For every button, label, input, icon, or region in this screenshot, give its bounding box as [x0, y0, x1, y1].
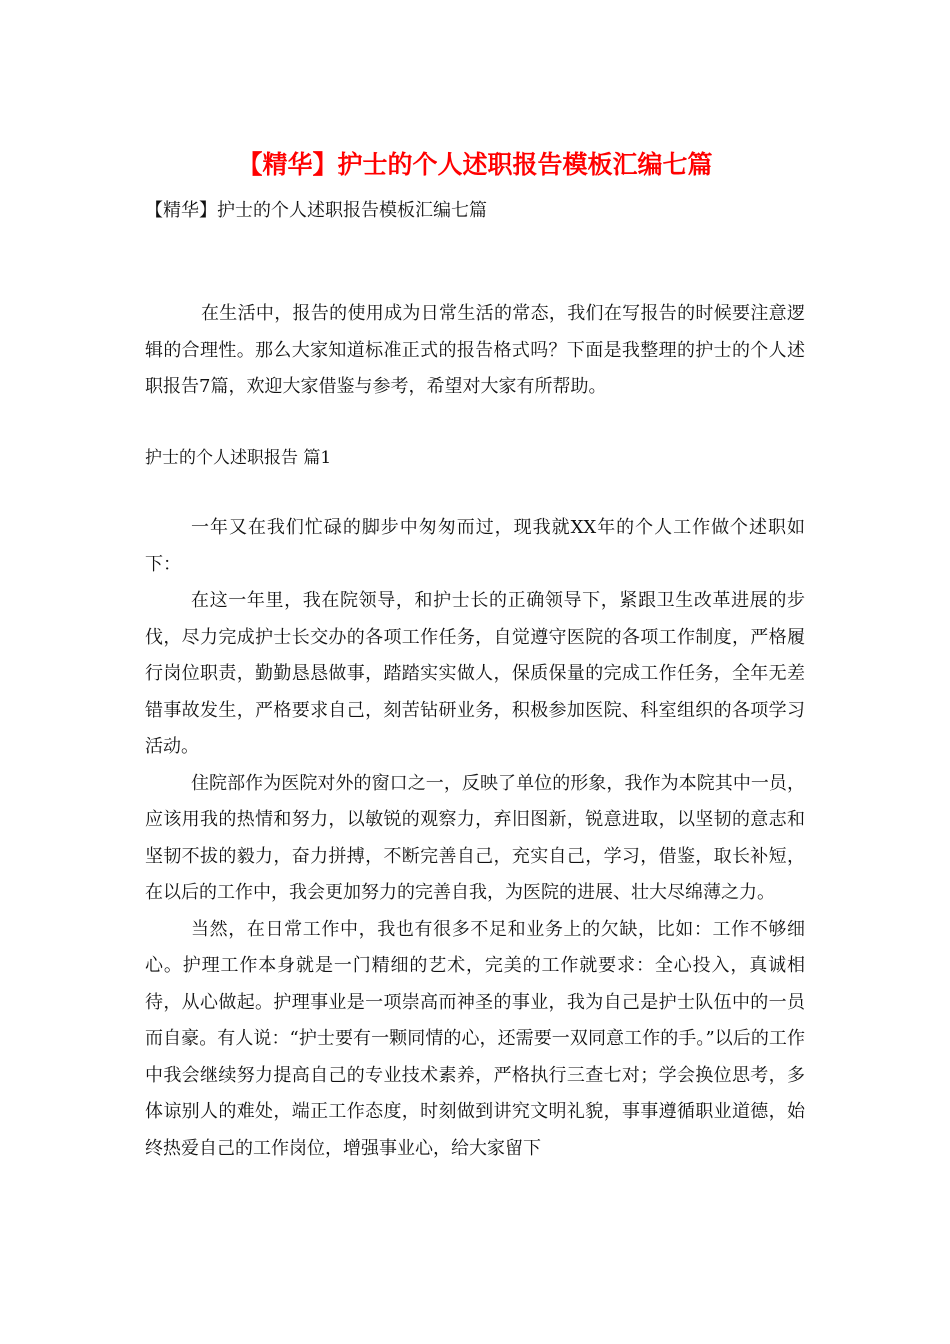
section-heading: 护士的个人述职报告 篇1	[145, 448, 332, 468]
body-paragraph: 在这一年里，我在院领导，和护士长的正确领导下，紧跟卫生改革进展的步伐，尽力完成护士长交办的各项工作任务，自觉遵守医院的各项工作制度，严格履行岗位职责，勤勤恳恳做事，踏踏实实做人，保质保量的完成工作任务，全年无差错事故发生，严格要求自己，刻苦钻研业务，积极参加医院、科室组织的各项学习活动。	[145, 590, 805, 757]
body-paragraph: 一年又在我们忙碌的脚步中匆匆而过，现我就XX年的个人工作做个述职如下：	[145, 517, 805, 575]
report-body	[145, 510, 805, 1167]
body-paragraph: 当然，在日常工作中，我也有很多不足和业务上的欠缺，比如：工作不够细心。护理工作本身就是一门精细的艺术，完美的工作就要求：全心投入，真诚相待，从心做起。护理事业是一项崇高而神圣的事业，我为自己是护士队伍中的一员而自豪。有人说：“护士要有一颗同情的心，还需要一双同意工作的手。”以后的工作中我会继续努力提高自己的专业技术素养，严格执行三查七对；学会换位思考，多体谅别人的难处，端正工作态度，时刻做到讲究文明礼貌，事事遵循职业道德，始终热爱自己的工作岗位，增强事业心，给大家留下	[145, 918, 805, 1159]
intro-paragraph: 在生活中，报告的使用成为日常生活的常态，我们在写报告的时候要注意逻辑的合理性。那么大家知道标准正式的报告格式吗？下面是我整理的护士的个人述职报告7篇，欢迎大家借鉴与参考，希望对大家有所帮助。	[145, 303, 805, 397]
document-title: 【精华】护士的个人述职报告模板汇编七篇	[237, 150, 713, 179]
document-subtitle: 【精华】护士的个人述职报告模板汇编七篇	[145, 200, 487, 221]
body-paragraph: 住院部作为医院对外的窗口之一，反映了单位的形象，我作为本院其中一员，应该用我的热情和努力，以敏锐的观察力，弃旧图新，锐意进取，以坚韧的意志和坚韧不拔的毅力，奋力拼搏，不断完善自己，充实自己，学习，借鉴，取长补短，在以后的工作中，我会更加努力的完善自我，为医院的进展、壮大尽绵薄之力。	[145, 772, 805, 903]
